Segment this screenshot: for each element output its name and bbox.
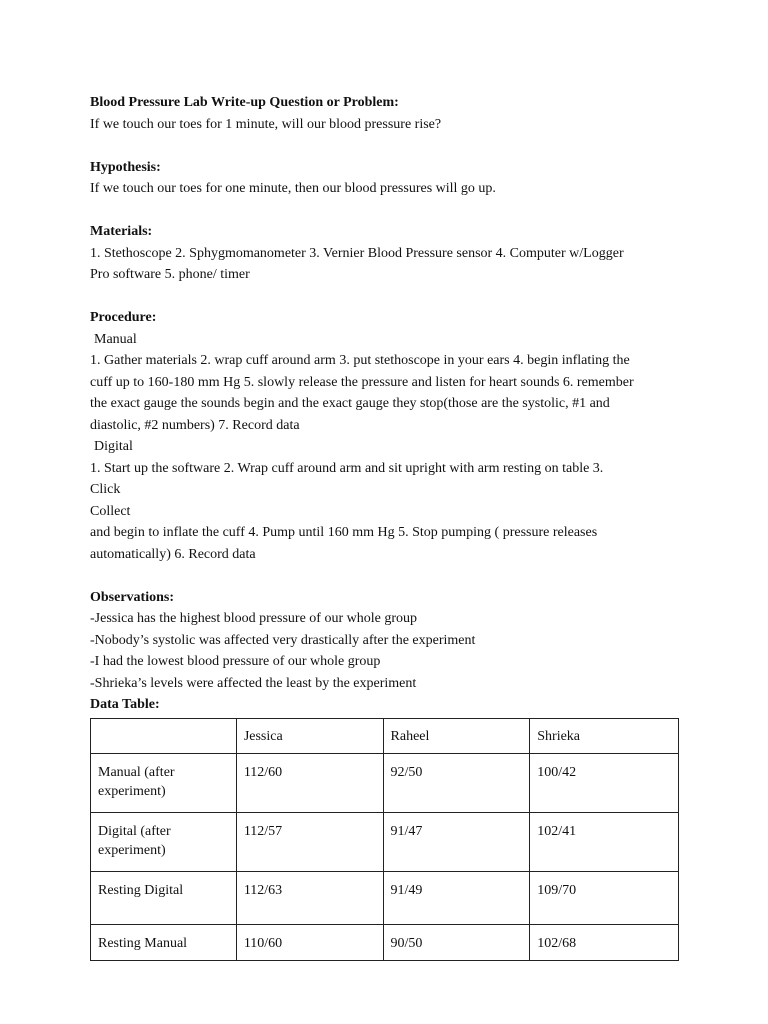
procedure-manual-line: diastolic, #2 numbers) 7. Record data <box>90 417 300 433</box>
row-label-cell: Resting Manual <box>91 924 237 960</box>
procedure-manual-label: Manual <box>94 331 137 347</box>
hypothesis-text: If we touch our toes for one minute, then our blood pressures will go up. <box>90 181 496 196</box>
table-cell: 91/47 <box>383 812 530 871</box>
observation-item: -I had the lowest blood pressure of our whole group <box>90 654 381 669</box>
data-table <box>90 718 679 961</box>
table-cell: 112/57 <box>236 812 383 871</box>
row-label-cell: Digital (after experiment) <box>91 812 237 871</box>
procedure-digital-line: automatically) 6. Record data <box>90 546 256 562</box>
table-header-cell <box>91 718 237 753</box>
materials-heading: Materials: <box>90 224 153 239</box>
procedure-digital-line: 1. Start up the software 2. Wrap cuff around arm and sit upright with arm resting on table 3. <box>90 460 604 476</box>
table-cell: 92/50 <box>383 753 530 812</box>
table-cell: 112/63 <box>236 871 383 924</box>
question-text: If we touch our toes for 1 minute, will our blood pressure rise? <box>90 116 442 132</box>
procedure-manual-line: 1. Gather materials 2. wrap cuff around arm 3. put stethoscope in your ears 4. begin inflating the <box>90 353 630 368</box>
materials-line-1: 1. Stethoscope 2. Sphygmomanometer 3. Vernier Blood Pressure sensor 4. Computer w/Logger <box>90 245 624 261</box>
table-cell: 102/41 <box>530 812 679 871</box>
procedure-digital-line: Collect <box>90 503 131 519</box>
document-page <box>90 92 690 961</box>
table-cell: 91/49 <box>383 871 530 924</box>
table-header-cell: Shrieka <box>530 718 679 753</box>
procedure-digital-label: Digital <box>94 439 133 454</box>
row-label-cell: Manual (after experiment) <box>91 753 237 812</box>
observation-item: -Jessica has the highest blood pressure of our whole group <box>90 611 417 626</box>
table-cell: 90/50 <box>383 924 530 960</box>
observations-heading: Observations: <box>90 589 174 605</box>
table-cell: 109/70 <box>530 871 679 924</box>
hypothesis-heading: Hypothesis: <box>90 159 161 175</box>
observation-item: -Shrieka’s levels were affected the least by the experiment <box>90 675 417 691</box>
table-row <box>91 753 679 812</box>
table-cell: 102/68 <box>530 924 679 960</box>
table-header-row <box>91 718 679 753</box>
observation-item: -Nobody’s systolic was affected very drastically after the experiment <box>90 632 476 648</box>
table-row <box>91 871 679 924</box>
table-header-cell: Jessica <box>236 718 383 753</box>
procedure-heading: Procedure: <box>90 310 157 325</box>
procedure-manual-line: the exact gauge the sounds begin and the exact gauge they stop(those are the systolic, #1 and <box>90 396 610 411</box>
table-cell: 100/42 <box>530 753 679 812</box>
procedure-digital-line: Click <box>90 482 121 497</box>
materials-line-2: Pro software 5. phone/ timer <box>90 267 250 282</box>
table-row <box>91 924 679 960</box>
data-table-heading: Data Table: <box>90 697 160 712</box>
table-cell: 112/60 <box>236 753 383 812</box>
table-cell: 110/60 <box>236 924 383 960</box>
row-label-cell: Resting Digital <box>91 871 237 924</box>
procedure-digital-line: and begin to inflate the cuff 4. Pump until 160 mm Hg 5. Stop pumping ( pressure releases <box>90 525 598 540</box>
table-header-cell: Raheel <box>383 718 530 753</box>
question-heading: Blood Pressure Lab Write-up Question or Problem: <box>90 95 399 110</box>
table-row <box>91 812 679 871</box>
procedure-manual-line: cuff up to 160-180 mm Hg 5. slowly release the pressure and listen for heart sounds 6. remember <box>90 374 634 390</box>
